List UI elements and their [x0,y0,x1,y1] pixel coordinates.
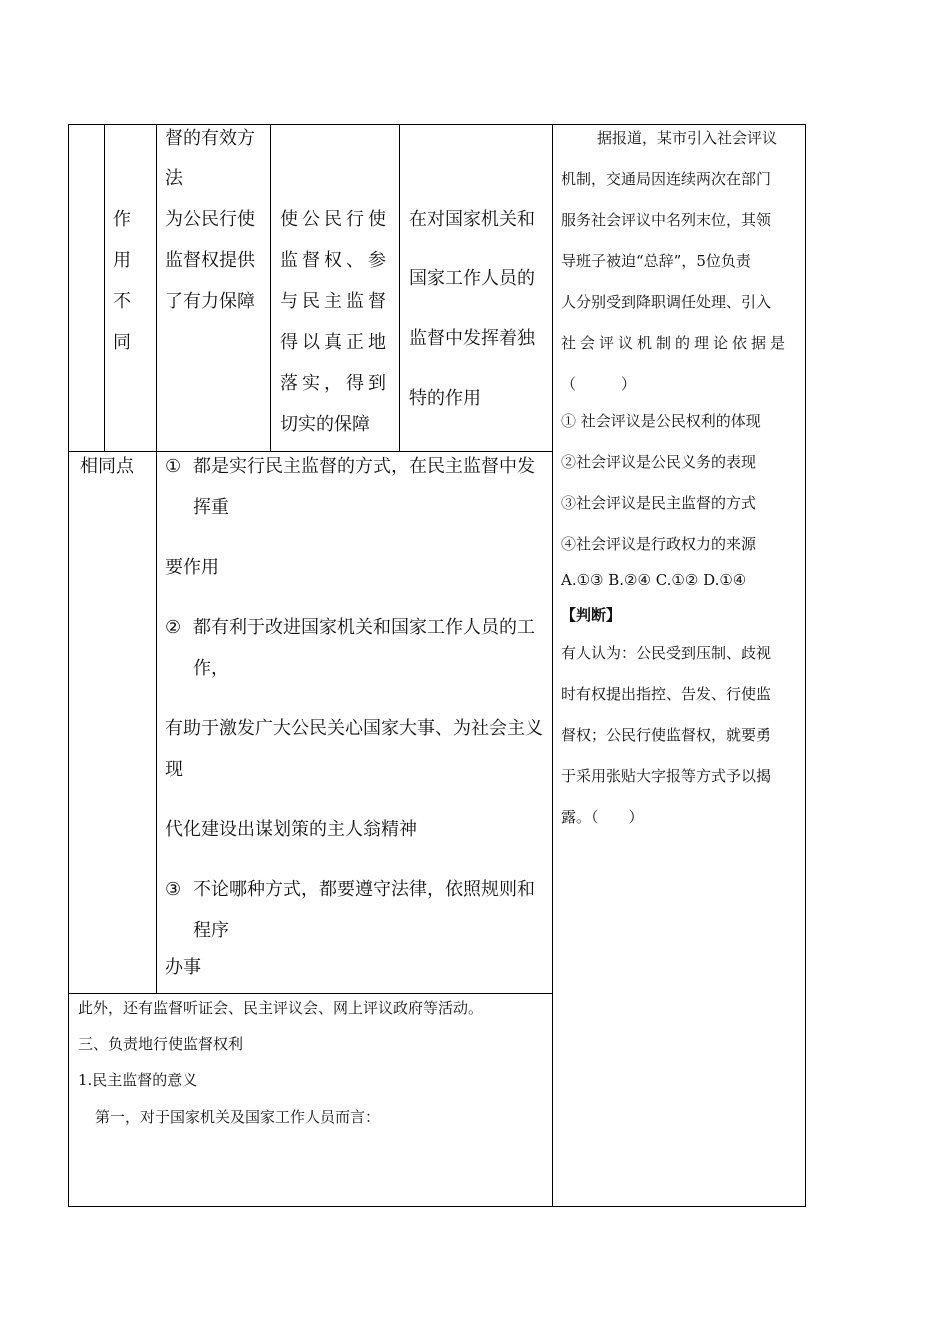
common-item-1-line-1: 都是实行民主监督的方式，在民主监督中发 [193,456,535,477]
col-b-line-4: 得以真正地 [280,332,390,353]
col-c-line-1: 在对国家机关和 [409,209,535,230]
sidebar-option-4: ④社会评议是行政权力的来源 [561,535,757,553]
judge-line-5: 露。（ ） [561,808,644,826]
sidebar-line-1: 据报道，某市引入社会评议 [597,129,778,147]
col-b-line-5: 落实，得到 [280,373,390,394]
col-b-divider [399,124,400,452]
common-item-2-number: ② [165,617,182,638]
col-a-line-1: 为公民行使 [165,209,255,230]
common-row-bottom-rule [68,993,553,994]
col-b-line-1: 使公民行使 [280,209,390,230]
common-item-2-line-3: 有助于激发广大公民关心国家大事、为社会主义 [165,718,543,739]
method-cell-line-2: 法 [165,168,183,189]
common-label: 相同点 [80,456,134,477]
method-cell-line-1: 督的有效方 [165,128,255,149]
lower-line-4: 第一，对于国家机关及国家工作人员而言： [95,1108,381,1126]
col-a-line-3: 了有力保障 [165,291,255,312]
col-b-line-2: 监督权、参 [280,250,390,271]
sidebar-line-6: 社会评议机制的理论依据是 [561,334,790,352]
common-item-2-line-1: 都有利于改进国家机关和国家工作人员的工 [193,617,535,638]
common-item-3-line-3: 办事 [165,957,201,978]
sidebar-line-5: 人分别受到降职调任处理、引入 [561,293,772,311]
effect-label-char-1: 作 [113,209,131,230]
table-left-border [68,124,69,1207]
judge-title: 【判断】 [561,606,622,624]
judge-line-4: 于采用张贴大字报等方式予以揭 [561,767,772,785]
row-label-divider [104,124,105,452]
table-bottom-border [68,1206,806,1207]
common-item-1-number: ① [165,456,182,477]
col-a-divider [270,124,271,452]
col-b-line-3: 与民主监督 [280,291,390,312]
sidebar-line-3: 服务社会评议中名列末位，其领 [561,211,772,229]
lower-line-1: 此外，还有监督听证会、民主评议会、网上评议政府等活动。 [78,999,484,1017]
table-top-border [68,124,806,125]
judge-line-3: 督权；公民行使监督权，就要勇 [561,726,772,744]
table-right-border [805,124,806,1207]
col-c-line-2: 国家工作人员的 [409,268,535,289]
sidebar-option-3: ③社会评议是民主监督的方式 [561,494,757,512]
effect-label-char-3: 不 [113,291,131,312]
effect-label-char-2: 用 [113,250,131,271]
col-b-line-6: 切实的保障 [280,414,370,435]
common-item-3-number: ③ [165,879,182,900]
sidebar-answer-choices: A.①③ B.②④ C.①② D.①④ [561,571,747,589]
common-item-2-line-2: 作， [193,658,229,679]
sidebar-line-4: 导班子被迫“总辞”，5位负责 [561,252,751,270]
col-c-line-4: 特的作用 [409,388,481,409]
sidebar-divider [552,124,553,1207]
sidebar-line-2: 机制，交通局因连续两次在部门 [561,170,772,188]
section-heading: 三、负责地行使监督权利 [78,1035,244,1053]
sidebar-answer-blank: （ ） [561,375,637,393]
col-a-line-2: 监督权提供 [165,250,255,271]
sidebar-option-1: ① 社会评议是公民权利的体现 [561,412,761,430]
judge-line-2: 时有权提出指控、告发、行使监 [561,685,772,703]
common-item-3-line-1: 不论哪种方式，都要遵守法律，依照规则和 [193,879,535,900]
upper-rows-bottom-rule [68,451,553,452]
effect-label-char-4: 同 [113,332,131,353]
judge-line-1: 有人认为：公民受到压制、歧视 [561,644,772,662]
col-c-line-3: 监督中发挥着独 [409,328,535,349]
sidebar-option-2: ②社会评议是公民义务的表现 [561,453,757,471]
common-item-1-line-3: 要作用 [165,557,219,578]
common-item-2-line-4: 现 [165,759,183,780]
common-item-3-line-2: 程序 [193,920,229,941]
effect-label-divider [156,124,157,994]
common-item-2-line-5: 代化建设出谋划策的主人翁精神 [165,819,417,840]
subsection-heading: 1.民主监督的意义 [78,1071,198,1089]
common-item-1-line-2: 挥重 [193,497,229,518]
